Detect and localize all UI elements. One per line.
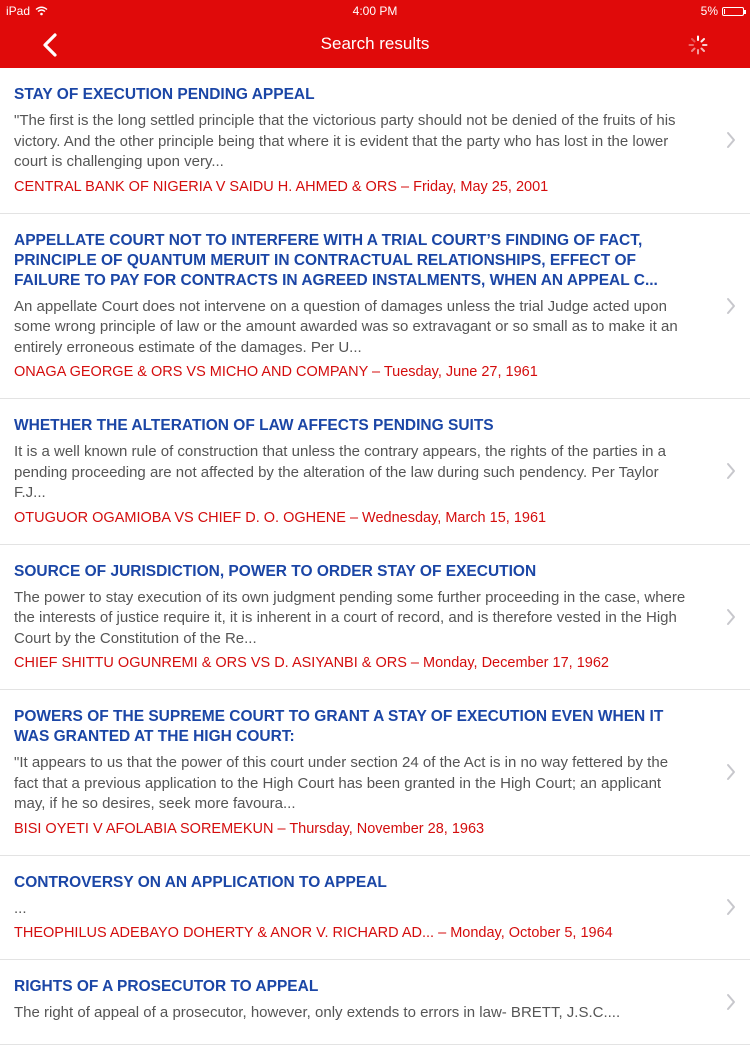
chevron-right-icon — [726, 131, 736, 149]
chevron-right-icon — [726, 297, 736, 315]
result-item[interactable] — [0, 856, 750, 961]
result-case: CHIEF SHITTU OGUNREMI & ORS VS D. ASIYANBI & ORS – Monday, December 17, 1962 — [14, 655, 609, 671]
result-case: BISI OYETI V AFOLABIA SOREMEKUN – Thursday, November 28, 1963 — [14, 820, 485, 837]
result-case: CENTRAL BANK OF NIGERIA V SAIDU H. AHMED & ORS – Friday, May 25, 2001 — [14, 178, 549, 195]
result-case: ONAGA GEORGE & ORS VS MICHO AND COMPANY – Tuesday, June 27, 1961 — [14, 364, 538, 380]
result-item[interactable] — [0, 960, 750, 1045]
status-right — [701, 4, 744, 18]
result-case: THEOPHILUS ADEBAYO DOHERTY & ANOR V. RICHARD AD... – Monday, October 5, 1964 — [14, 925, 613, 941]
battery-percent: 5% — [700, 4, 718, 18]
result-item[interactable] — [0, 545, 750, 691]
result-snippet: An appellate Court does not intervene on a question of damages unless the trial Judge acted upon some wrong principle of law or the amount awarded was so extravagant or so small as to make it an entirely erroneous estimate of the damages. Per U... — [14, 297, 678, 356]
status-time: 4:00 PM — [352, 4, 398, 18]
result-heading: POWERS OF THE SUPREME COURT TO GRANT A STAY OF EXECUTION EVEN WHEN IT WAS GRANTED AT THE HIGH COURT: — [14, 708, 664, 745]
chevron-right-icon — [726, 993, 736, 1011]
result-item[interactable] — [0, 214, 750, 400]
result-heading: CONTROVERSY ON AN APPLICATION TO APPEAL — [14, 873, 387, 891]
result-snippet: The right of appeal of a prosecutor, however, only extends to errors in law- BRETT, J.S.C.... — [14, 1004, 621, 1021]
status-bar — [0, 0, 750, 22]
result-item[interactable] — [0, 68, 750, 214]
result-snippet: ... — [14, 899, 27, 917]
chevron-right-icon — [726, 608, 736, 626]
result-item[interactable] — [0, 690, 750, 856]
nav-bar — [0, 22, 750, 68]
spinner-icon — [688, 35, 708, 55]
chevron-right-icon — [726, 763, 736, 781]
result-heading: RIGHTS OF A PROSECUTOR TO APPEAL — [14, 978, 319, 995]
result-case: OTUGUOR OGAMIOBA VS CHIEF D. O. OGHENE – Wednesday, March 15, 1961 — [14, 509, 547, 526]
result-snippet: "The first is the long settled principle that the victorious party should not be denied of the fruits of his victory. And the other principle being that where it is evident that the party who has lost in the lower court is challenging upon very... — [14, 112, 676, 170]
device-label: iPad — [6, 4, 31, 18]
result-snippet: "It appears to us that the power of this court under section 24 of the Act is in no way fettered by the fact that a previous application to the High Court has been granted in the High Court; an applicant may, if he so desires, seek more favoura... — [14, 754, 669, 812]
result-heading: STAY OF EXECUTION PENDING APPEAL — [14, 86, 315, 103]
result-snippet: The power to stay execution of its own judgment pending some further proceeding in the case, where the interests of justice require it, it is inherent in a court of record, and is therefore vested in the High Court by the Constitution of the Re... — [14, 588, 686, 647]
chevron-right-icon — [726, 462, 736, 480]
result-item[interactable] — [0, 399, 750, 545]
result-heading: WHETHER THE ALTERATION OF LAW AFFECTS PENDING SUITS — [14, 417, 494, 434]
chevron-right-icon — [726, 898, 736, 916]
battery-fill — [724, 9, 725, 14]
result-snippet: It is a well known rule of construction that unless the contrary appears, the rights of the parties in a pending proceeding are not affected by the alteration of the law during such pendency. Per Taylor F.J... — [14, 443, 667, 501]
battery-icon — [722, 7, 744, 16]
page-title: Search results — [320, 34, 430, 53]
result-heading: SOURCE OF JURISDICTION, POWER TO ORDER STAY OF EXECUTION — [14, 562, 537, 580]
result-heading: APPELLATE COURT NOT TO INTERFERE WITH A TRIAL COURT’S FINDING OF FACT, PRINCIPLE OF QUANTUM MERUIT IN CONTRACTUAL RELATIONSHIPS, EFFECT OF FAILURE TO PAY FOR CONTRACTS IN AGREED INSTALMENTS, WHEN AN APPEAL C... — [14, 231, 658, 289]
search-results-list — [0, 68, 750, 1045]
